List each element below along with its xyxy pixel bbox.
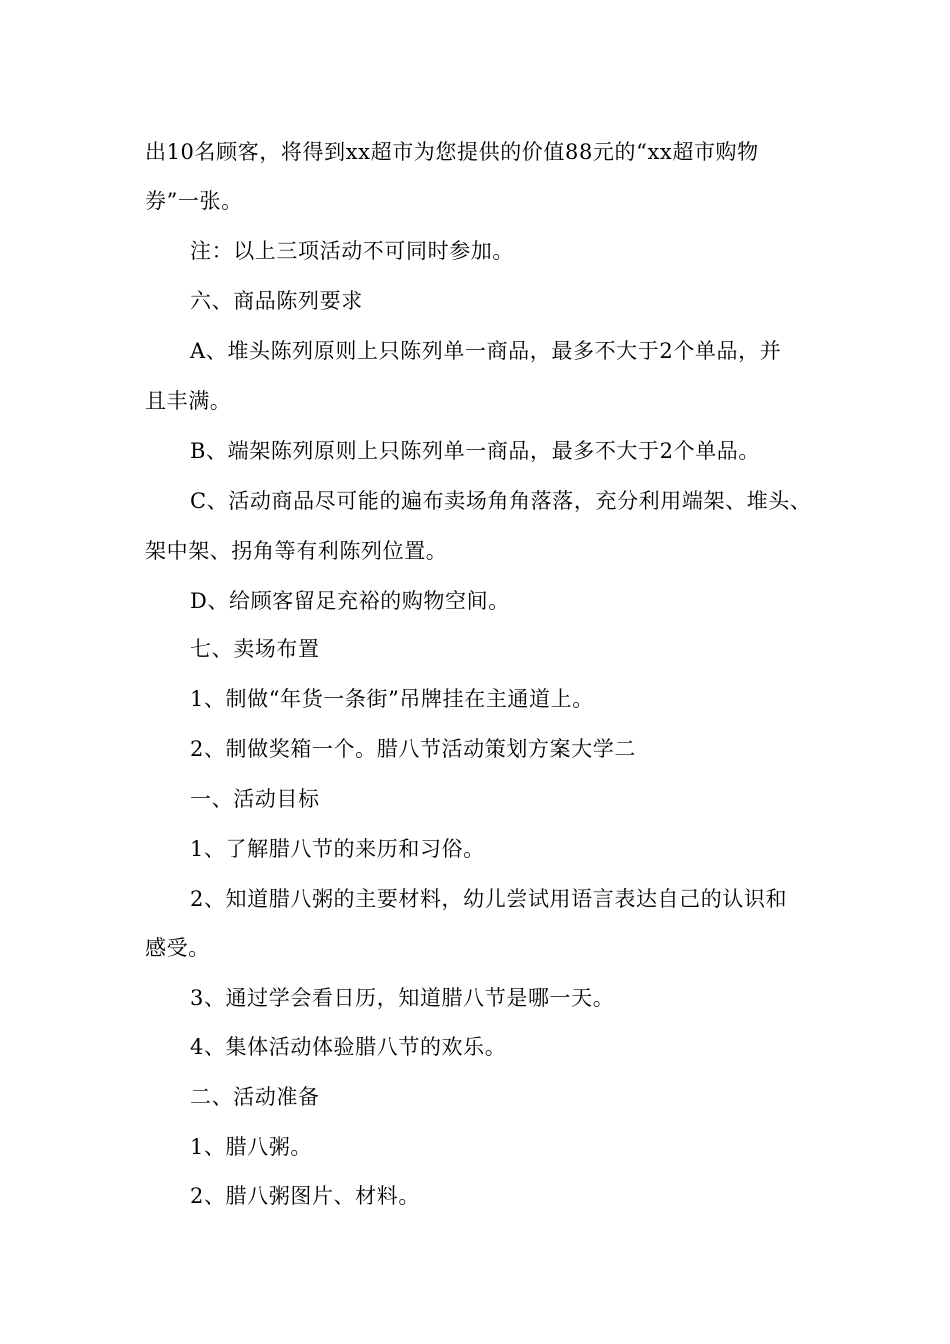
section-heading: 六、商品陈列要求: [190, 289, 363, 313]
list-item: 2、知道腊八粥的主要材料，幼儿尝试用语言表达自己的认识和: [190, 887, 788, 911]
list-item: D、给顾客留足充裕的购物空间。: [190, 589, 510, 613]
list-item: 2、制做奖箱一个。腊八节活动策划方案大学二: [190, 737, 636, 761]
list-item: 1、了解腊八节的来历和习俗。: [190, 837, 485, 861]
list-item: C、活动商品尽可能的遍布卖场角角落落，充分利用端架、堆头、: [190, 489, 812, 513]
section-heading: 二、活动准备: [190, 1085, 320, 1109]
list-item: 1、制做“年货一条街”吊牌挂在主通道上。: [190, 687, 594, 711]
paragraph-line: 券”一张。: [145, 189, 243, 213]
note-line: 注：以上三项活动不可同时参加。: [190, 239, 514, 263]
paragraph-line: 感受。: [145, 936, 210, 960]
list-item: A、堆头陈列原则上只陈列单一商品，最多不大于2个单品，并: [190, 339, 782, 363]
list-item: 1、腊八粥。: [190, 1135, 312, 1159]
section-heading: 七、卖场布置: [190, 637, 320, 661]
paragraph-line: 出10名顾客，将得到xx超市为您提供的价值88元的“xx超市购物: [145, 140, 759, 164]
section-heading: 一、活动目标: [190, 787, 320, 811]
list-item: B、端架陈列原则上只陈列单一商品，最多不大于2个单品。: [190, 439, 760, 463]
paragraph-line: 架中架、拐角等有利陈列位置。: [145, 539, 448, 563]
list-item: 3、通过学会看日历，知道腊八节是哪一天。: [190, 986, 615, 1010]
list-item: 2、腊八粥图片、材料。: [190, 1184, 420, 1208]
paragraph-line: 且丰满。: [145, 389, 232, 413]
list-item: 4、集体活动体验腊八节的欢乐。: [190, 1035, 507, 1059]
